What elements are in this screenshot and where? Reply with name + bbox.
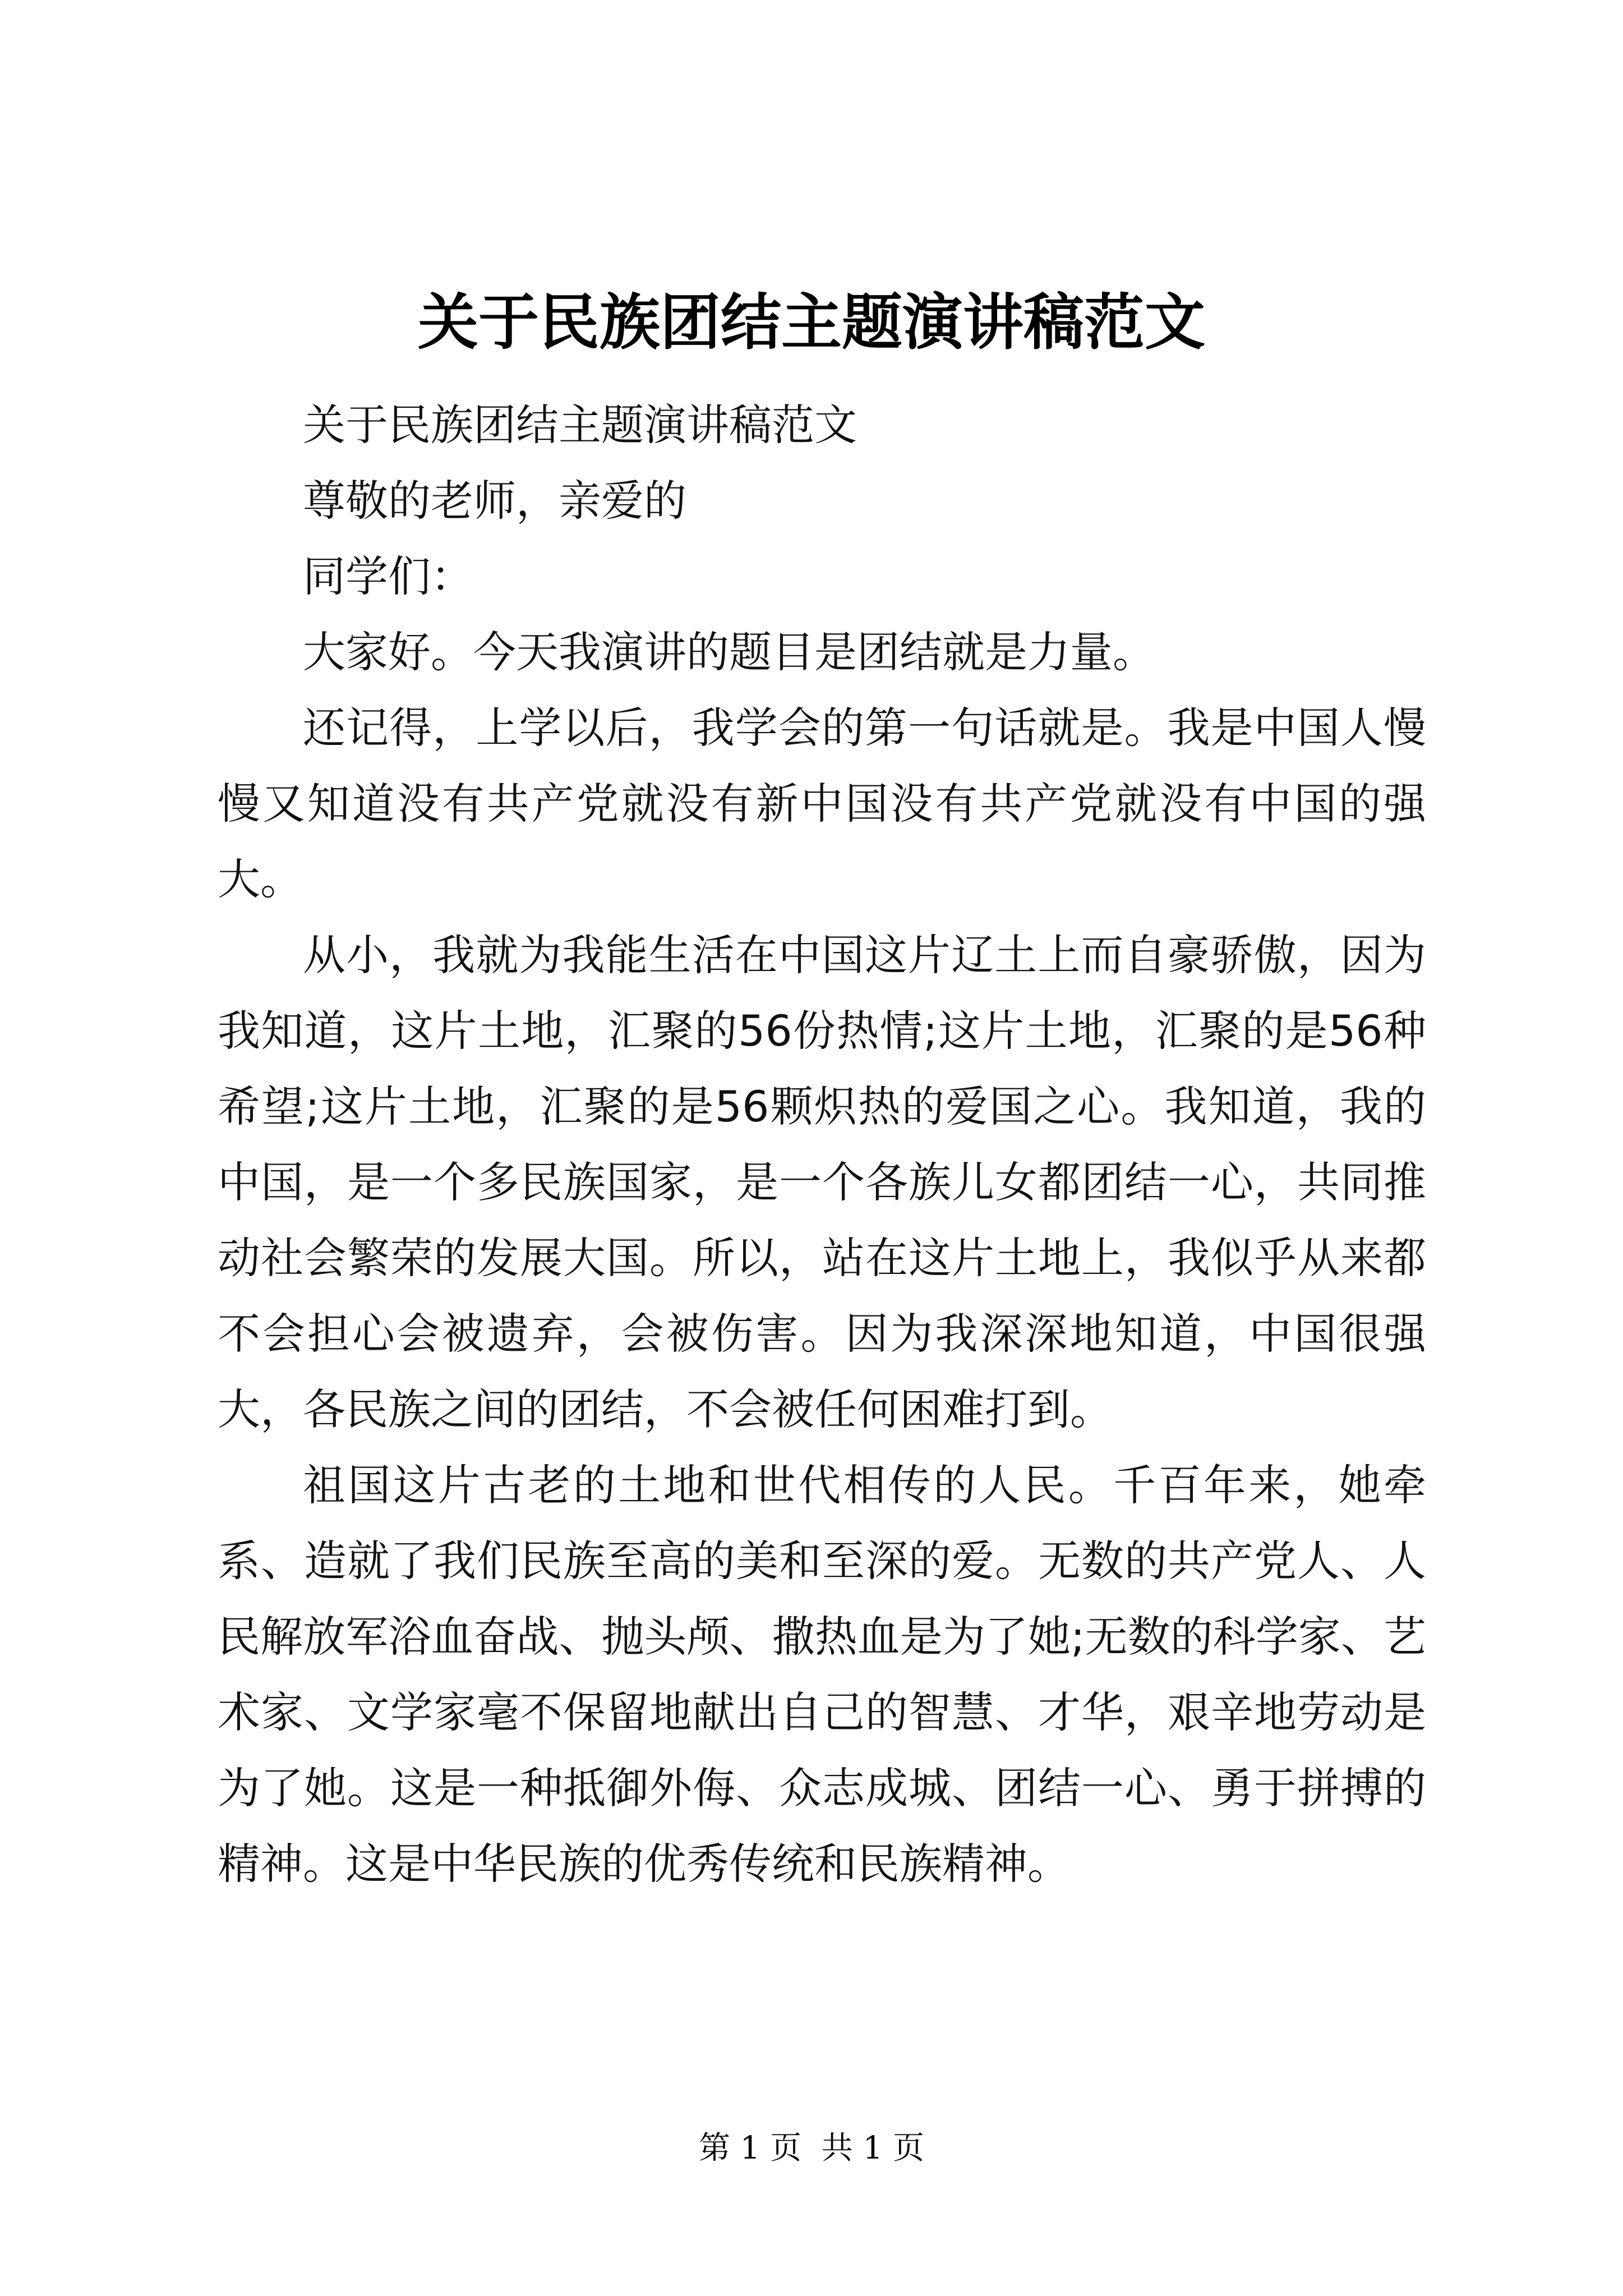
document-title: 关于民族团结主题演讲稿范文 [417,287,1205,358]
paragraph-intro: 大家好。今天我演讲的题目是团结就是力量。 [303,627,1155,677]
paragraph-memory: 还记得，上学以后，我学会的第一句话就是。我是中国人慢慢又知道没有共产党就没有新中国没有共产党就没有中国的强大。 [218,703,1426,904]
paragraph-heading: 关于民族团结主题演讲稿范文 [303,400,857,450]
paragraph-greeting-2: 同学们： [303,551,473,601]
paragraph-motherland: 祖国这片古老的土地和世代相传的人民。千百年来，她牵系、造就了我们民族至高的美和至深的爱。无数的共产党人、人民解放军浴血奋战、抛头颅、撒热血是为了她;无数的科学家、艺术家、文学家毫不保留地献出自己的智慧、才华，艰辛地劳动是为了她。这是一种抵御外侮、众志成城、团结一心、勇于拼搏的精神。这是中华民族的优秀传统和民族精神。 [218,1460,1426,1889]
page-footer [0,2126,1623,2171]
paragraph-pride: 从小，我就为我能生活在中国这片辽土上而自豪骄傲，因为我知道，这片土地，汇聚的56份热情;这片土地，汇聚的是56种希望;这片土地，汇聚的是56颗炽热的爱国之心。我知道，我的中国，是一个多民族国家，是一个各族儿女都团结一心，共同推动社会繁荣的发展大国。所以，站在这片土地上，我似乎从来都不会担心会被遗弃，会被伤害。因为我深深地知道，中国很强大，各民族之间的团结，不会被任何困难打到。 [218,930,1426,1434]
page-number: 第 1 页 共 1 页 [698,2130,925,2166]
paragraph-greeting-1: 尊敬的老师，亲爱的 [303,476,686,526]
document-body [218,387,1426,1902]
